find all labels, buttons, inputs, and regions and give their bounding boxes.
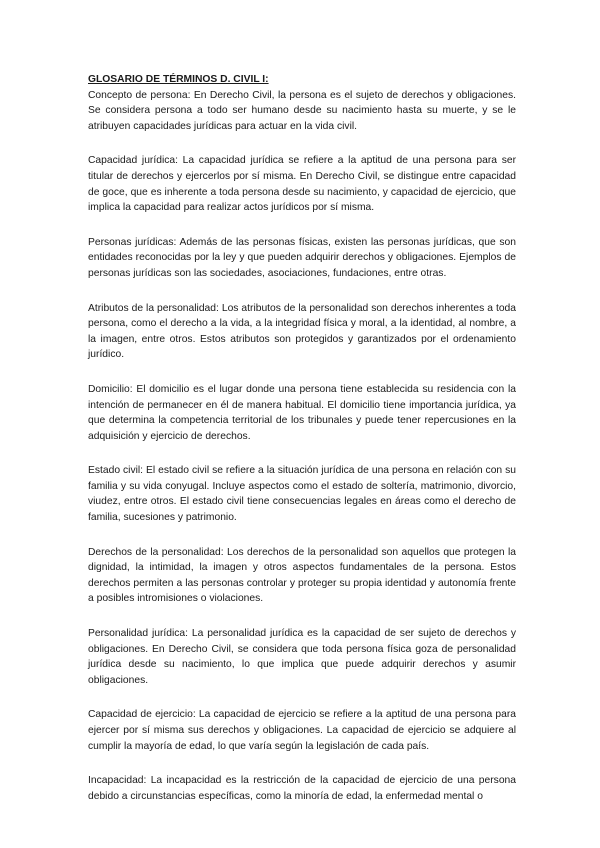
- glossary-entry-personas-juridicas: Personas jurídicas: Además de las personas físicas, existen las personas jurídicas, que son entidades reconocidas por la ley y que pueden adquirir derechos y obligaciones. Ejemplos de personas jurídicas son las sociedades, asociaciones, fundaciones, entre otras.: [88, 236, 516, 279]
- glossary-entry-estado-civil: Estado civil: El estado civil se refiere a la situación jurídica de una persona en relación con su familia y su vida conyugal. Incluye aspectos como el estado de soltería, matrimonio, divorcio, viudez, entre otros. El estado civil tiene consecuencias legales en áreas como el derecho de familia, sucesiones y patrimonio.: [88, 465, 516, 524]
- glossary-entry-atributos-personalidad: Atributos de la personalidad: Los atributos de la personalidad son derechos inherentes a toda persona, como el derecho a la vida, a la integridad física y moral, a la identidad, al nombre, a la imagen, entre otros. Estos atributos son protegidos y garantizados por el ordenamiento jurídico.: [88, 302, 516, 361]
- glossary-entry-incapacidad: Incapacidad: La incapacidad es la restricción de la capacidad de ejercicio de una persona debido a circunstancias específicas, como la minoría de edad, la enfermedad mental o: [88, 775, 516, 802]
- document-page: [88, 72, 516, 823]
- glossary-entry-capacidad-juridica: Capacidad jurídica: La capacidad jurídica se refiere a la aptitud de una persona para ser titular de derechos y ejercerlos por sí misma. En Derecho Civil, se distingue entre capacidad de goce, que es inherente a toda persona desde su nacimiento, y capacidad de ejercicio, que implica la capacidad para realizar actos jurídicos por sí misma.: [88, 155, 516, 214]
- glossary-entry-concepto-de-persona: Concepto de persona: En Derecho Civil, la persona es el sujeto de derechos y obligaciones. Se considera persona a todo ser humano desde su nacimiento hasta su muerte, y se le atribuyen capacidades jurídicas para actuar en la vida civil.: [88, 89, 516, 132]
- glossary-entry-derechos-personalidad: Derechos de la personalidad: Los derechos de la personalidad son aquellos que protegen la dignidad, la intimidad, la imagen y otros aspectos fundamentales de la persona. Estos derechos permiten a las personas controlar y proteger su propia identidad y autonomía frente a posibles intromisiones o violaciones.: [88, 546, 516, 605]
- glossary-entry-domicilio: Domicilio: El domicilio es el lugar donde una persona tiene establecida su residencia con la intención de permanecer en él de manera habitual. El domicilio tiene importancia jurídica, ya que determina la competencia territorial de los tribunales y puede tener repercusiones en la adquisición y ejercicio de derechos.: [88, 383, 516, 442]
- document-title: GLOSARIO DE TÉRMINOS D. CIVIL I:: [88, 74, 269, 85]
- glossary-entry-personalidad-juridica: Personalidad jurídica: La personalidad jurídica es la capacidad de ser sujeto de derechos y obligaciones. En Derecho Civil, se considera que toda persona física goza de personalidad jurídica desde su nacimiento, lo que implica que puede adquirir derechos y asumir obligaciones.: [88, 628, 516, 686]
- glossary-entry-capacidad-ejercicio: Capacidad de ejercicio: La capacidad de ejercicio se refiere a la aptitud de una persona para ejercer por sí misma sus derechos y obligaciones. La capacidad de ejercicio se adquiere al cumplir la mayoría de edad, lo que varía según la legislación de cada país.: [88, 709, 516, 752]
